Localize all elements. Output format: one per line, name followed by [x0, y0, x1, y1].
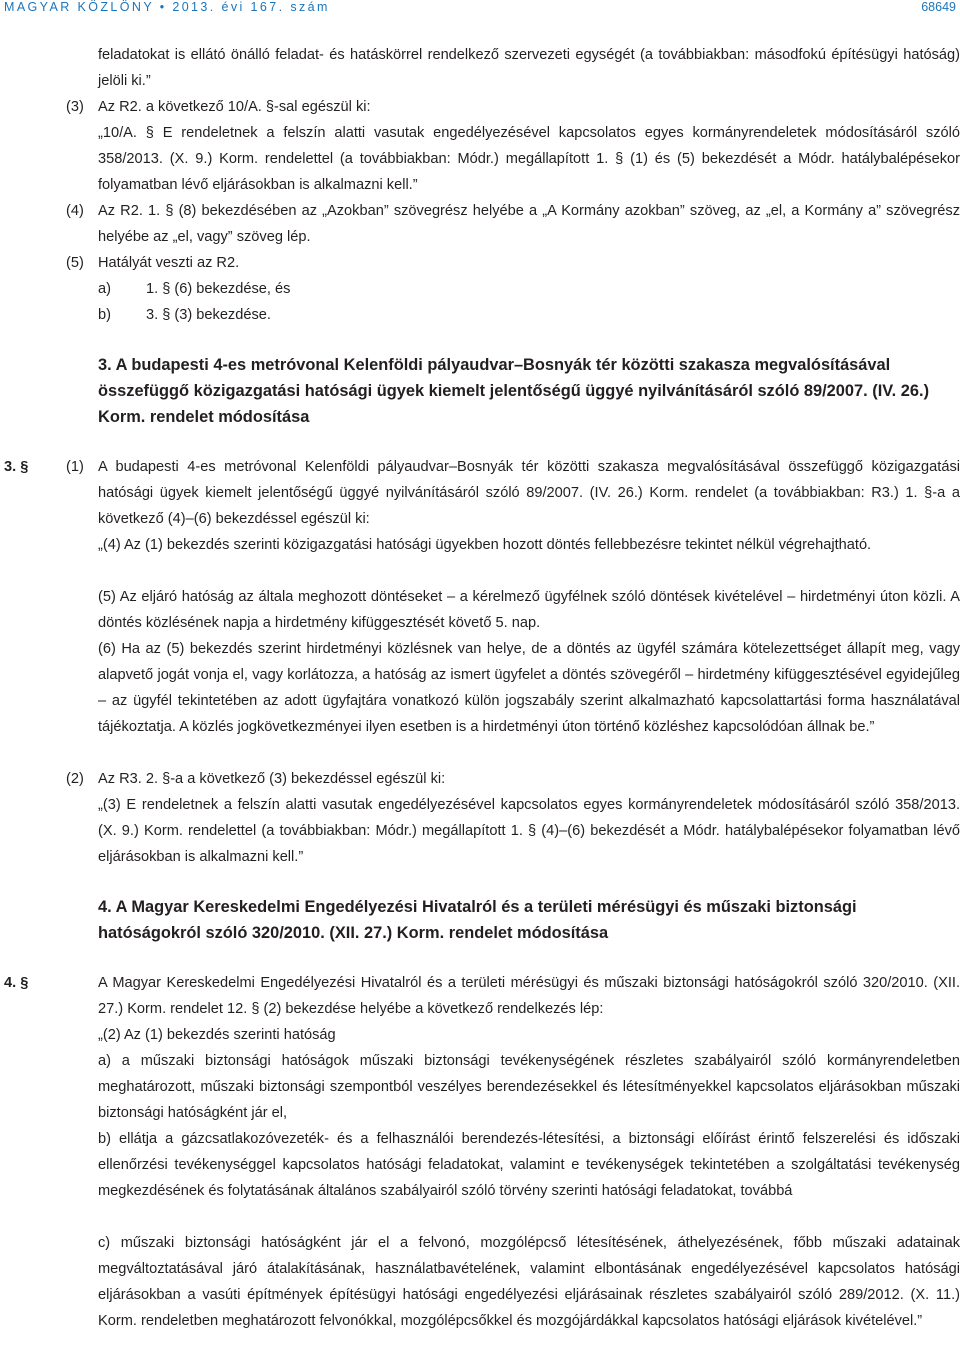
section-3-paragraph-1: A budapesti 4-es metróvonal Kelenföldi pályaudvar–Bosnyák tér közötti szakasza megvalósításával összefüggő közigazgatási hatósági ügyek kiemelt jelentőségű üggyé nyilvánításáról szóló 89/2007. (IV. 26.) Korm. rendelet (a továbbiakban: R3.) 1. §-a a következő (4)–(6) bekezdéssel egészül ki: — [98, 459, 960, 527]
running-title: MAGYAR KÖZLÖNY • 2013. évi 167. szám — [4, 0, 330, 14]
quoted-paragraph-2: „(2) Az (1) bekezdés szerinti hatóság — [98, 1027, 336, 1043]
quoted-paragraph-5: (5) Az eljáró hatóság az általa meghozott döntéseket – a kérelmező ügyfélnek szóló döntések kivételével – hirdetményi úton közli. A döntés közlésének napja a hirdetmény kifüggesztését követő 5. nap. — [98, 589, 960, 631]
paragraph-number: (2) — [66, 771, 84, 787]
paragraph-number: (4) — [66, 203, 84, 219]
list-label-a: a) — [98, 281, 111, 297]
paragraph-3-text: Az R2. a következő 10/A. §-sal egészül ki: — [98, 99, 371, 115]
section-4-intro: A Magyar Kereskedelmi Engedélyezési Hivatalról és a területi mérésügyi és műszaki biztonsági hatóságokról szóló 320/2010. (XII. 27.) Korm. rendelet 12. § (2) bekezdése helyébe a következő rendelkezés lép: — [98, 975, 960, 1017]
list-item-b: 3. § (3) bekezdése. — [146, 307, 271, 323]
section-label-4: 4. § — [4, 975, 29, 991]
quoted-paragraph-3: „(3) E rendeletnek a felszín alatti vasutak engedélyezésével kapcsolatos egyes kormányrendeletek módosításáról szóló 358/2013. (X. 9.) Korm. rendelettel (a továbbiakban: Módr.) megállapított 1. § (4)–(6) bekezdését a Módr. hatálybalépésekor folyamatban lévő eljárásokban is alkalmazni kell.” — [98, 797, 960, 865]
quoted-paragraph-4: „(4) Az (1) bekezdés szerinti közigazgatási hatósági ügyekben hozott döntés fellebbezésre tekintet nélkül végrehajtható. — [98, 537, 872, 553]
section-3-paragraph-2: Az R3. 2. §-a a következő (3) bekezdéssel egészül ki: — [98, 771, 446, 787]
section-label-3: 3. § — [4, 459, 29, 475]
page-number: 68649 — [921, 0, 956, 14]
quoted-item-b: b) ellátja a gázcsatlakozóvezeték- és a felhasználói berendezés-létesítési, a biztonsági előírást érintő felszerelési és időszaki ellenőrzési tevékenységgel kapcsolatos hatósági feladatokat, valamint e tevékenységek tekintetében a szolgáltatási tevékenység megkezdésének és folytatásának általános szabályairól szóló törvény szerinti hatósági feladatokat, továbbá — [98, 1131, 960, 1199]
list-label-b: b) — [98, 307, 111, 323]
paragraph-number: (1) — [66, 459, 84, 475]
section-heading-4: 4. A Magyar Kereskedelmi Engedélyezési Hivatalról és a területi mérésügyi és műszaki biztonsági hatóságokról szóló 320/2010. (XII. 27.) Korm. rendelet módosítása — [98, 898, 857, 942]
section-heading-3: 3. A budapesti 4-es metróvonal Kelenföldi pályaudvar–Bosnyák tér közötti szakasza megvalósításával összefüggő közigazgatási hatósági ügyek kiemelt jelentőségű üggyé nyilvánításáról szóló 89/2007. (IV. 26.) Korm. rendelet módosítása — [98, 356, 930, 426]
continuation-paragraph: feladatokat is ellátó önálló feladat- és hatáskörrel rendelkező szervezeti egységét (a továbbiakban: másodfokú építésügyi hatóság) jelöli ki.” — [98, 47, 960, 89]
quoted-item-c: c) műszaki biztonsági hatóságként jár el a felvonó, mozgólépcső létesítésének, áthelyezésének, főbb műszaki adatainak megváltoztatásával járó átalakításának, használatbavételének, valamint elbontásának engedélyezésével kapcsolatos hatósági eljárásokban a vasúti építmények építésügyi hatósági engedélyezési eljárásainak részletes szabályairól szóló 289/2012. (X. 11.) Korm. rendeletben meghatározott felvonókkal, mozgólépcsőkkel és mozgójárdákkal kapcsolatos hatósági eljárások kivételével.” — [98, 1235, 960, 1329]
paragraph-5-text: Hatályát veszti az R2. — [98, 255, 240, 271]
paragraph-4-text: Az R2. 1. § (8) bekezdésében az „Azokban” szövegrész helyébe a „A Kormány azokban” szöveg, az „el, a Kormány a” szövegrész helyébe az „el, vagy” szöveg lép. — [98, 203, 960, 245]
page-header — [0, 0, 960, 18]
paragraph-number: (3) — [66, 99, 84, 115]
quoted-paragraph-6: (6) Ha az (5) bekezdés szerint hirdetményi közlésnek van helye, de a döntés az ügyfél számára kötelezettséget állapít meg, vagy alapvető jogát vonja el, vagy korlátozza, a hatóság az ismert ügyfelet a döntés szövegéről – hirdetmény kifüggesztésével egyidejűleg – az ügyfél tekintetében az adott ügyfajtára vonatkozó külön jogszabály szerint alkalmazható kapcsolattartási forma használatával tájékoztatja. A közlés jogkövetkezményei ilyen esetben is a hirdetményi úton történő közléshez kapcsolódóan állnak be.” — [98, 641, 960, 735]
paragraph-number: (5) — [66, 255, 84, 271]
quoted-item-a: a) a műszaki biztonsági hatóságok műszaki biztonsági tevékenységének részletes szabályairól szóló kormányrendeletben meghatározott, műszaki biztonsági szempontból veszélyes berendezésekkel és létesítményekkel kapcsolatos eljárásokban műszaki biztonsági hatóságként jár el, — [98, 1053, 960, 1121]
list-item-a: 1. § (6) bekezdése, és — [146, 281, 291, 297]
quoted-10a-paragraph: „10/A. § E rendeletnek a felszín alatti vasutak engedélyezésével kapcsolatos egyes kormányrendeletek módosításáról szóló 358/2013. (X. 9.) Korm. rendelettel (a továbbiakban: Módr.) megállapított 1. § (1) és (5) bekezdését a Módr. hatálybalépésekor folyamatban lévő eljárásokban is alkalmazni kell.” — [98, 125, 960, 193]
